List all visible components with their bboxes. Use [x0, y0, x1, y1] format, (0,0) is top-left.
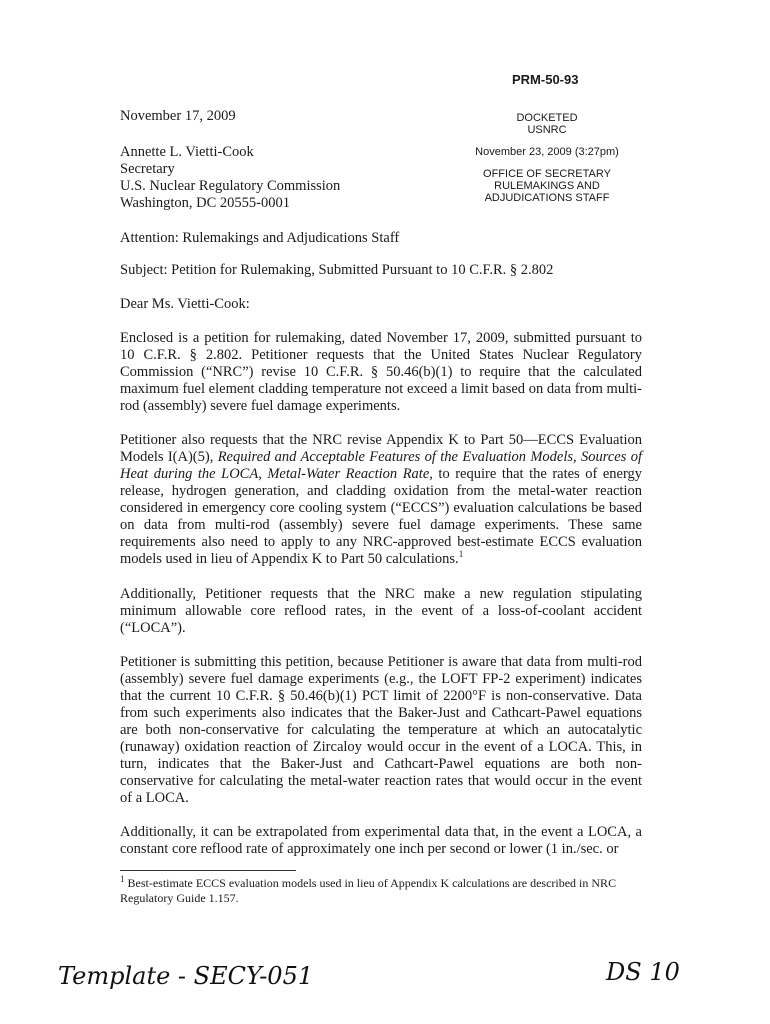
paragraph-2-text: Petitioner also requests that the NRC revise Appendix K to Part 50—ECCS Evaluation Models I(A)(5), [120, 432, 642, 465]
stamp-office-line: RULEMAKINGS AND [494, 180, 600, 192]
letter-date: November 17, 2009 [120, 108, 236, 124]
footnote-mark: 1 [120, 874, 125, 884]
stamp-received: November 23, 2009 (3:27pm) [475, 146, 619, 158]
docket-number: PRM-50-93 [512, 72, 579, 87]
recipient-organization: U.S. Nuclear Regulatory Commission [120, 178, 341, 194]
paragraph-3: Additionally, Petitioner requests that the NRC make a new regulation stipulating minimum allowable core reflood rates, in the event of a loss-of-coolant accident (“LOCA”). [120, 586, 642, 636]
footnote [120, 876, 642, 906]
recipient-address [120, 144, 340, 212]
paragraph-1: Enclosed is a petition for rulemaking, dated November 17, 2009, submitted pursuant to 10 C.F.R. § 2.802. Petitioner requests that the United States Nuclear Regulatory Commission (“NRC”) revise 10 C.F.R. § 50.46(b)(1) to require that the calculated maximum fuel element cladding temperature not exceed a limit based on data from multi-rod (assembly) severe fuel damage experiments. [120, 330, 642, 414]
paragraph-2 [120, 432, 642, 568]
stamp-office [462, 168, 632, 204]
recipient-name: Annette L. Vietti-Cook [120, 144, 254, 160]
paragraph-4: Petitioner is submitting this petition, because Petitioner is aware that data from multi-rod (assembly) severe fuel damage experiments (e.g., the LOFT FP-2 experiment) indicates that the current 10 C.F.R. § 50.46(b)(1) PCT limit of 2200°F is non-conservative. Data from such experiments also indicates that the Baker-Just and Cathcart-Pawel equations are both non-conservative for calculating the temperature at which an autocatalytic (runaway) oxidation reaction of Zircaloy would occur in the event of a LOCA. This, in turn, indicates that the Baker-Just and Cathcart-Pawel equations are both non-conservative for calculating the metal-water reaction rates that would occur in the event of a LOCA. [120, 654, 642, 806]
stamp-office-line: OFFICE OF SECRETARY [483, 168, 611, 180]
footnote-text: Best-estimate ECCS evaluation models used in lieu of Appendix K calculations are described in NRC Regulatory Guide 1.157. [120, 876, 617, 905]
recipient-title: Secretary [120, 161, 175, 177]
recipient-city: Washington, DC 20555-0001 [120, 195, 291, 211]
stamp-agency: USNRC [527, 124, 567, 136]
paragraph-2-italic-title: Required and Acceptable Features of the Evaluation Models, Sources of Heat during the LOCA, Metal-Water Reaction Rate [120, 449, 642, 482]
handwritten-template-note: Template - SECY-051 [58, 962, 314, 990]
subject-line: Subject: Petition for Rulemaking, Submitted Pursuant to 10 C.F.R. § 2.802 [120, 262, 554, 278]
footnote-divider [120, 870, 296, 871]
paragraph-2-text-end: , to require that the rates of energy release, hydrogen generation, and cladding oxidation from the metal-water reaction considered in emergency core cooling system (“ECCS”) evaluation calculations be based on data from multi-rod (assembly) severe fuel damage experiments. These same requirements also need to apply to any NRC-approved best-estimate ECCS evaluation models used in lieu of Appendix K to Part 50 calculations. [120, 466, 643, 567]
stamp-status: DOCKETED [516, 112, 578, 124]
attention-line: Attention: Rulemakings and Adjudications Staff [120, 230, 400, 246]
footnote-reference: 1 [458, 549, 464, 560]
salutation: Dear Ms. Vietti-Cook: [120, 296, 250, 312]
stamp-office-line: ADJUDICATIONS STAFF [484, 192, 610, 204]
docketed-stamp [462, 112, 632, 204]
handwritten-ds-note: DS 10 [606, 958, 680, 986]
paragraph-5: Additionally, it can be extrapolated from experimental data that, in the event a LOCA, a constant core reflood rate of approximately one inch per second or lower (1 in./sec. or [120, 824, 642, 857]
